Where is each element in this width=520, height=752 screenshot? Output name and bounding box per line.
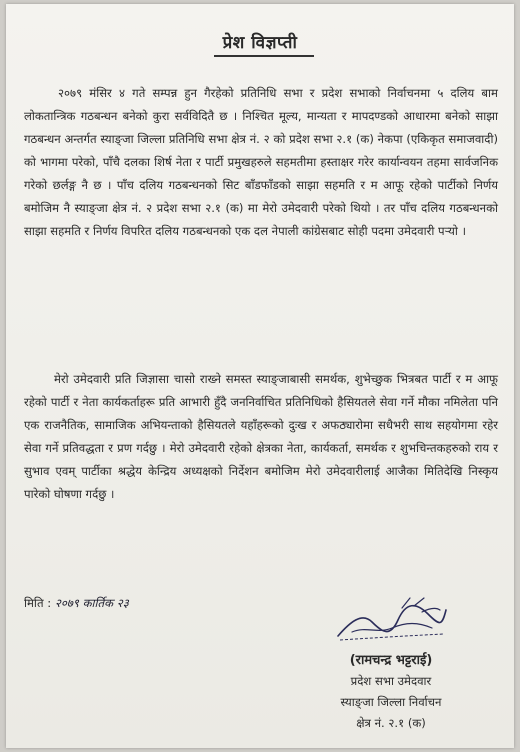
date-row <box>24 596 129 611</box>
handwritten-signature <box>332 592 452 644</box>
signer-block <box>296 650 486 734</box>
date-value: २०७९ कार्तिक २३ <box>54 596 129 610</box>
document-title: प्रेश विज्ञप्ती <box>222 33 298 53</box>
press-release-page <box>6 4 514 748</box>
paragraph-1: २०७९ मंसिर ४ गते सम्पन्न हुन गैरहेको प्रतिनिधि सभा र प्रदेश सभाको निर्वाचनमा ५ दलिय बाम लोकतान्त्रिक गठबन्धन बनेको कुरा सर्वविदितै छ । निश्चित मूल्य, मान्यता र मापदण्डको आधारमा बनेको साझा गठबन्धन अन्तर्गत स्याङ्जा जिल्ला प्रतिनिधि सभा क्षेत्र नं. २ को प्रदेश सभा २.१ (क) नेकपा (एकिकृत समाजवादी) को भागमा परेको, पाँचै दलका शिर्ष नेता र पार्टी प्रमुखहरुले सहमतीमा हस्ताक्षर गरेर कार्यान्वयन तहमा सार्वजनिक गरेको छर्लङ्ग नै छ । पाँच दलिय गठबन्धनको सिट बाँडफाँडको साझा सहमति र म आफू रहेको पार्टीको निर्णय बमोजिम नै स्याङ्जा क्षेत्र नं. २ प्रदेश सभा २.१ (क) मा मेरो उमेदवारी परेको थियो । तर पाँच दलिय गठबन्धनको साझा सहमति र निर्णय विपरित दलिय गठबन्धनको एक दल नेपाली कांग्रेसबाट सोही पदमा उमेदवारी पर्‍यो । <box>24 85 498 238</box>
paragraph-2: मेरो उमेदवारी प्रति जिज्ञासा चासो राख्ने समस्त स्याङ्जाबासी समर्थक, शुभेच्छुक भित्रबत पार्टी र म आफू रहेको पार्टी र नेता कार्यकर्ताहरू प्रति आभारी हुँदै जननिर्वाचित प्रतिनिधिको हैसियतले सेवा गर्ने मौका नमिलेता पनि एक राजनैतिक, सामाजिक अभियन्ताको हैसियतले यहाँहरूको दुःख र अफठ्यारोमा सधैभरी साथ सहयोगमा रहेर सेवा गर्ने प्रतिवद्धता र प्रण गर्दछु । मेरो उमेदवारी रहेको क्षेत्रका नेता, कार्यकर्ता, समर्थक र शुभचिन्तकहरुको राय र सुभाव एवम् पार्टीका श्रद्धेय केन्द्रिय अध्यक्षको निर्देशन बमोजिम मेरो उमेदवारीलाई आजैका मितिदेखि निस्कृय पारेको घोषणा गर्दछु । <box>24 371 498 501</box>
title-underline <box>214 55 314 57</box>
date-label: मिति : <box>24 596 52 610</box>
signer-district: स्याङ्जा जिल्ला निर्वाचन <box>340 695 442 709</box>
signer-constituency: क्षेत्र नं. २.१ (क) <box>356 716 426 730</box>
signer-name: (रामचन्द्र भट्टराई) <box>349 653 433 668</box>
signer-designation: प्रदेश सभा उमेदवार <box>350 674 432 688</box>
